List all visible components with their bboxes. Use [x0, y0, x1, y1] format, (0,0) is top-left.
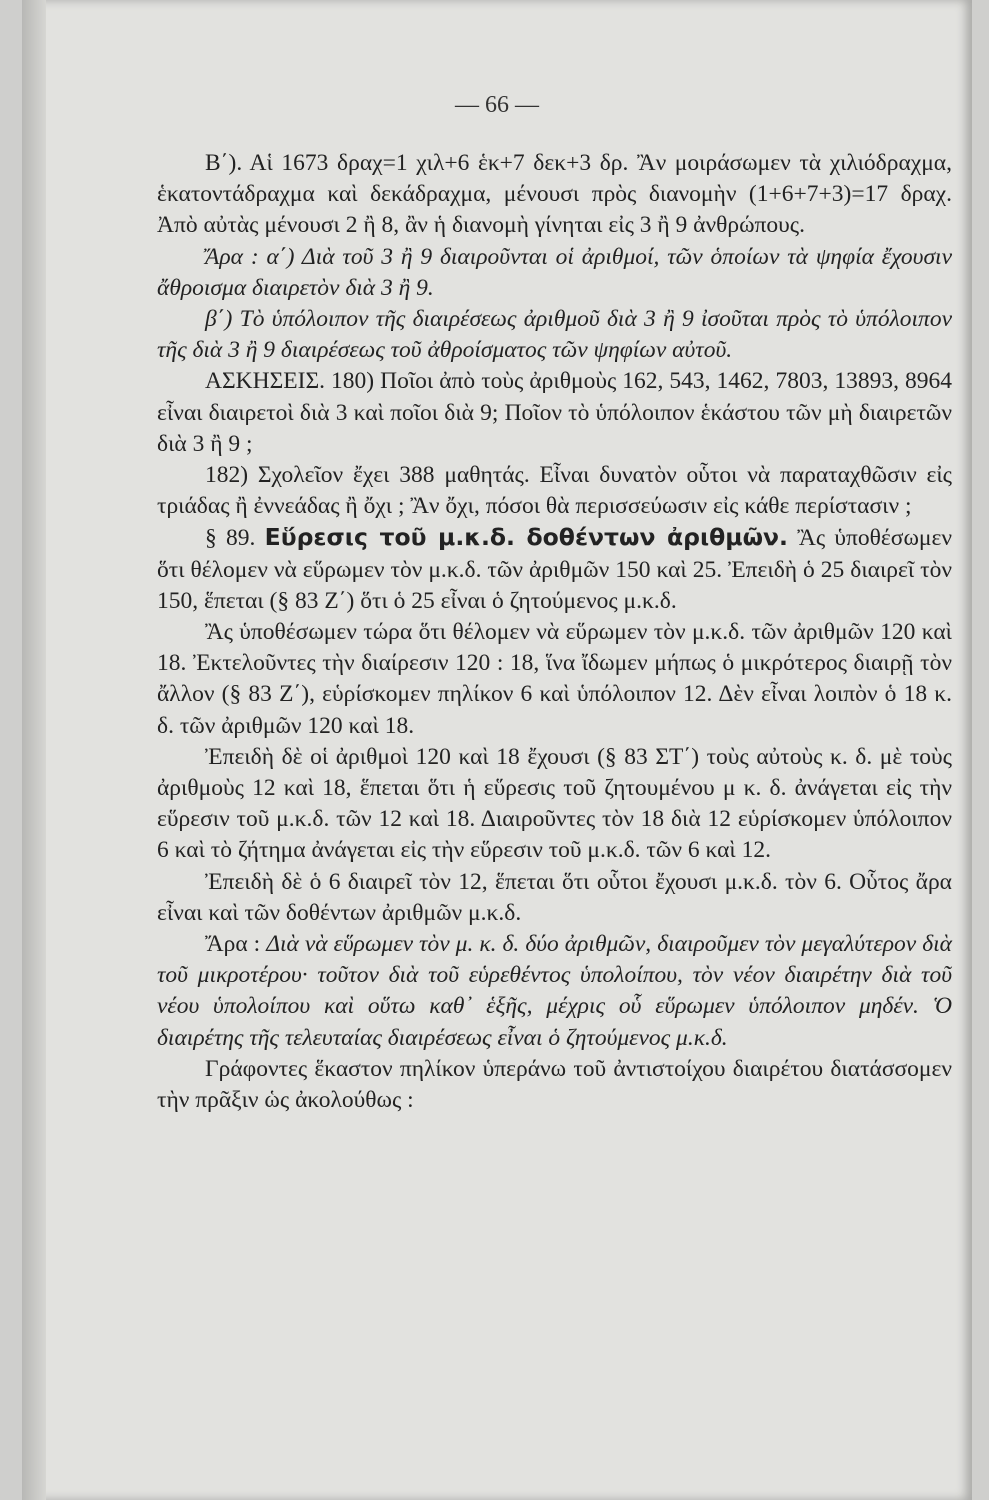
rule-lead: Ἄρα :: [205, 931, 261, 958]
exercises-paragraph: ΑΣΚΗΣΕΙΣ. 180) Ποῖοι ἀπὸ τοὺς ἀριθμοὺς 162, 543, 1462, 7803, 13893, 8964 εἶναι διαιρετοὶ διὰ 3 καὶ ποῖοι διὰ 9; Ποῖον τὸ ὑπόλοιπον ἑκάστου τῶν μὴ διαιρετῶν διὰ 3 ἢ 9 ;: [157, 368, 952, 457]
exercise-182: 182) Σχολεῖον ἔχει 388 μαθητάς. Εἶναι δυνατὸν οὗτοι νὰ παραταχθῶσιν εἰς τριάδας ἢ ἐννεάδας ἢ ὄχι ; Ἂν ὄχι, πόσοι θὰ περισσεύωσιν εἰς κάθε περίστασιν ;: [157, 462, 952, 520]
rule-b: β΄) Τὸ ὑπόλοιπον τῆς διαιρέσεως ἀριθμοῦ διὰ 3 ἢ 9 ἰσοῦται πρὸς τὸ ὑπόλοιπον τῆς διὰ 3 ἢ 9 διαιρέσεως τοῦ ἀθροίσματος τῶν ψηφίων αὐτοῦ.: [157, 306, 952, 364]
paragraph-arrangement: Γράφοντες ἕκαστον πηλίκον ὑπεράνω τοῦ ἀντιστοίχου διαιρέτου διατάσσομεν τὴν πρᾶξιν ὡς ἀκολούθως :: [157, 1055, 952, 1114]
section-89-text: Ἂς ὑποθέσωμεν ὅτι θέλομεν νὰ εὕρωμεν τὸν μ.κ.δ. τῶν ἀριθμῶν 150 καὶ 25. Ἐπειδὴ ὁ 25 διαιρεῖ τὸν 150, ἕπεται (§ 83 Ζ΄) ὅτι ὁ 25 εἶναι ὁ ζητούμενος μ.κ.δ.: [157, 525, 952, 614]
paragraph-120-18: Ἂς ὑποθέσωμεν τώρα ὅτι θέλομεν νὰ εὕρωμεν τὸν μ.κ.δ. τῶν ἀριθμῶν 120 καὶ 18. Ἐκτελοῦντες τὴν διαίρεσιν 120 : 18, ἵνα ἴδωμεν μήπως ὁ μικρότερος διαιρῇ τὸν ἄλλον (§ 83 Ζ΄), εὑρίσκομεν πηλίκον 6 καὶ ὑπόλοιπον 12. Δὲν εἶναι λοιπὸν ὁ 18 κ. δ. τῶν ἀριθμῶν 120 καὶ 18.: [157, 619, 952, 739]
rule-a: Ἄρα : α΄) Διὰ τοῦ 3 ἢ 9 διαιροῦνται οἱ ἀριθμοί, τῶν ὁποίων τὰ ψηφία ἔχουσιν ἄθροισμα διαιρετὸν διὰ 3 ἢ 9.: [157, 243, 952, 301]
page-spine-shadow: [22, 0, 46, 1500]
body-text: [157, 148, 952, 1116]
paragraph-b: Β΄). Αἱ 1673 δραχ=1 χιλ+6 ἑκ+7 δεκ+3 δρ. Ἂν μοιράσωμεν τὰ χιλιόδραχμα, ἑκατοντάδραχμα καὶ δεκάδραχμα, μένουσι πρὸς διανομὴν (1+6+7+3)=17 δραχ. Ἀπὸ αὐτὰς μένουσι 2 ἢ 8, ἂν ἡ διανομὴ γίνηται εἰς 3 ἢ 9 ἀνθρώπους.: [157, 150, 952, 239]
page-number: — 66 —: [455, 92, 539, 118]
section-heading: Εὕρεσις τοῦ μ.κ.δ. δοθέντων ἀριθμῶν.: [264, 523, 788, 552]
section-number: § 89.: [205, 525, 256, 552]
rule-gcd: [157, 929, 952, 1054]
paragraph-conclusion: Ἐπειδὴ δὲ ὁ 6 διαιρεῖ τὸν 12, ἕπεται ὅτι οὗτοι ἔχουσι μ.κ.δ. τὸν 6. Οὗτος ἄρα εἶναι καὶ τῶν δοθέντων ἀριθμῶν μ.κ.δ.: [157, 868, 952, 926]
section-89: [157, 522, 952, 617]
rule-gcd-text: Διὰ νὰ εὕρωμεν τὸν μ. κ. δ. δύο ἀριθμῶν, διαιροῦμεν τὸν μεγαλύτερον διὰ τοῦ μικροτέρου· τοῦτον διὰ τοῦ εὑρεθέντος ὑπολοίπου, τὸν νέον διαιρέτην διὰ τοῦ νέου ὑπολοίπου καὶ οὕτω καθ᾽ ἑξῆς, μέχρις οὗ εὕρωμεν ὑπόλοιπον μηδέν. Ὁ διαιρέτης τῆς τελευταίας διαιρέσεως εἶναι ὁ ζητούμενος μ.κ.δ.: [157, 931, 952, 1051]
paragraph-reduction: Ἐπειδὴ δὲ οἱ ἀριθμοὶ 120 καὶ 18 ἔχουσι (§ 83 ΣΤ΄) τοὺς αὐτοὺς κ. δ. μὲ τοὺς ἀριθμοὺς 12 καὶ 18, ἕπεται ὅτι ἡ εὕρεσις τοῦ ζητουμένου μ κ. δ. ἀνάγεται εἰς τὴν εὕρεσιν τοῦ μ.κ.δ. τῶν 12 καὶ 18. Διαιροῦντες τὸν 18 διὰ 12 εὑρίσκομεν ὑπόλοιπον 6 καὶ τὸ ζήτημα ἀνάγεται εἰς τὴν εὕρεσιν τοῦ μ.κ.δ. τῶν 6 καὶ 12.: [157, 743, 952, 864]
book-page: [22, 0, 972, 1500]
